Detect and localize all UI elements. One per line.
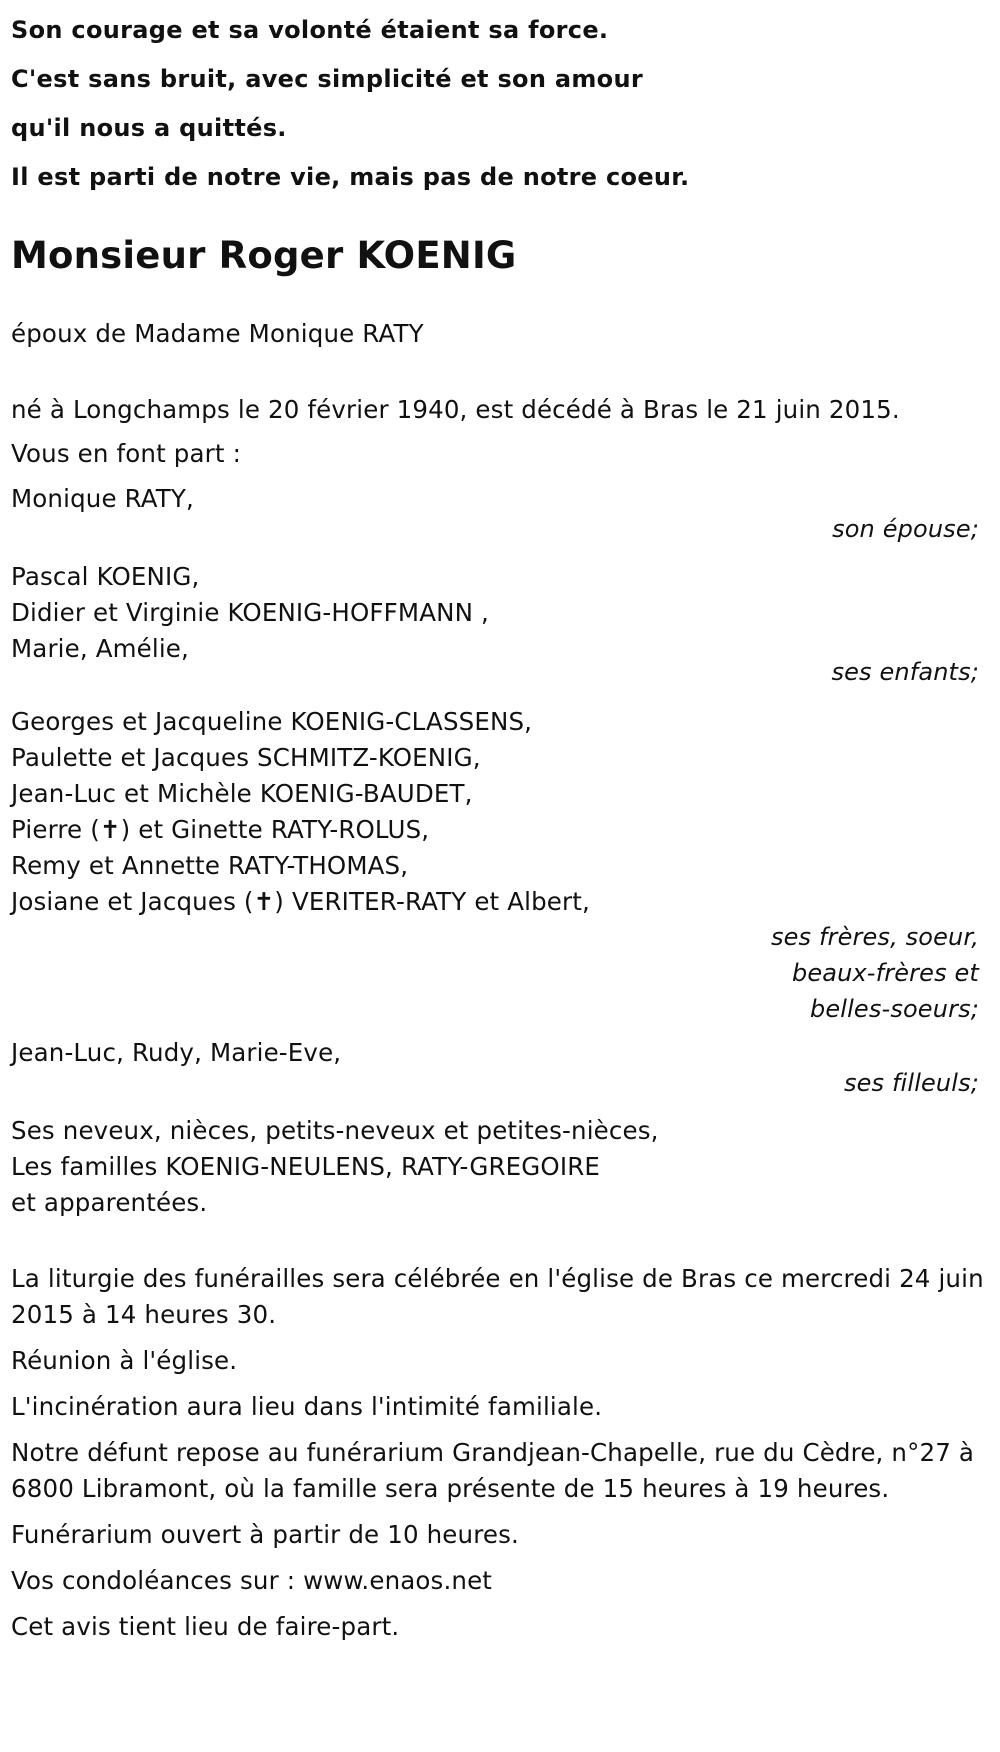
family-member: Remy et Annette RATY-THOMAS, [11, 851, 409, 880]
poem-line: Il est parti de notre vie, mais pas de notre coeur. [11, 163, 690, 191]
poem-line: Son courage et sa volonté étaient sa force. [11, 16, 609, 44]
family-member: et apparentées. [11, 1188, 208, 1217]
funeral-paragraph: Funérarium ouvert à partir de 10 heures. [11, 1520, 519, 1549]
funeral-details [11, 1261, 990, 1645]
deceased-name: Monsieur Roger KOENIG [11, 234, 517, 277]
family-group-godchildren [11, 1033, 990, 1103]
family-group-siblings [11, 704, 990, 1027]
role-label: ses filleuls; [843, 1069, 979, 1097]
poem-line: qu'il nous a quittés. [11, 114, 287, 142]
family-member: Les familles KOENIG-NEULENS, RATY-GREGOIRE [11, 1152, 601, 1181]
family-member: Didier et Virginie KOENIG-HOFFMANN , [11, 598, 489, 627]
role-label: ses enfants; [831, 658, 979, 686]
poem [11, 6, 990, 202]
family-member: Marie, Amélie, [11, 634, 189, 663]
role-label: son épouse; [832, 515, 979, 543]
family-group-spouse [11, 479, 990, 549]
role-label-line: belles-soeurs; [810, 995, 979, 1023]
family-member: Monique RATY, [11, 484, 194, 513]
funeral-paragraph: Notre défunt repose au funérarium Grandjean-Chapelle, rue du Cèdre, n°27 à 6800 Libramont, où la famille sera présente de 15 heures à 19 heures. [11, 1438, 975, 1503]
family-member: Jean-Luc et Michèle KOENIG-BAUDET, [11, 779, 473, 808]
birth-death-line: né à Longchamps le 20 février 1940, est décédé à Bras le 21 juin 2015. [11, 395, 900, 424]
family-member: Ses neveux, nièces, petits-neveux et petites-nièces, [11, 1116, 659, 1145]
family-member: Jean-Luc, Rudy, Marie-Eve, [11, 1038, 342, 1067]
obituary-notice [0, 6, 990, 1645]
family-member: Pierre (✝) et Ginette RATY-ROLUS, [11, 815, 430, 844]
funeral-paragraph: Cet avis tient lieu de faire-part. [11, 1612, 400, 1641]
funeral-paragraph: Réunion à l'église. [11, 1346, 238, 1375]
funeral-paragraph: La liturgie des funérailles sera célébrée en l'église de Bras ce mercredi 24 juin 2015 à 14 heures 30. [11, 1264, 984, 1329]
role-label [11, 919, 990, 1027]
family-member: Paulette et Jacques SCHMITZ-KOENIG, [11, 743, 481, 772]
family-member: Georges et Jacqueline KOENIG-CLASSENS, [11, 707, 533, 736]
role-label-line: ses frères, soeur, [770, 923, 979, 951]
family-member: Pascal KOENIG, [11, 562, 200, 591]
poem-line: C'est sans bruit, avec simplicité et son amour [11, 65, 643, 93]
family-member: Josiane et Jacques (✝) VERITER-RATY et Albert, [11, 887, 590, 916]
role-label-line: beaux-frères et [791, 959, 979, 987]
condolences-line: Vos condoléances sur : www.enaos.net [11, 1566, 493, 1595]
announce-line: Vous en font part : [11, 439, 241, 468]
family-group-others [11, 1113, 990, 1221]
funeral-paragraph: L'incinération aura lieu dans l'intimité familiale. [11, 1392, 603, 1421]
family-group-children [11, 559, 990, 692]
spouse-line: époux de Madame Monique RATY [11, 319, 424, 348]
